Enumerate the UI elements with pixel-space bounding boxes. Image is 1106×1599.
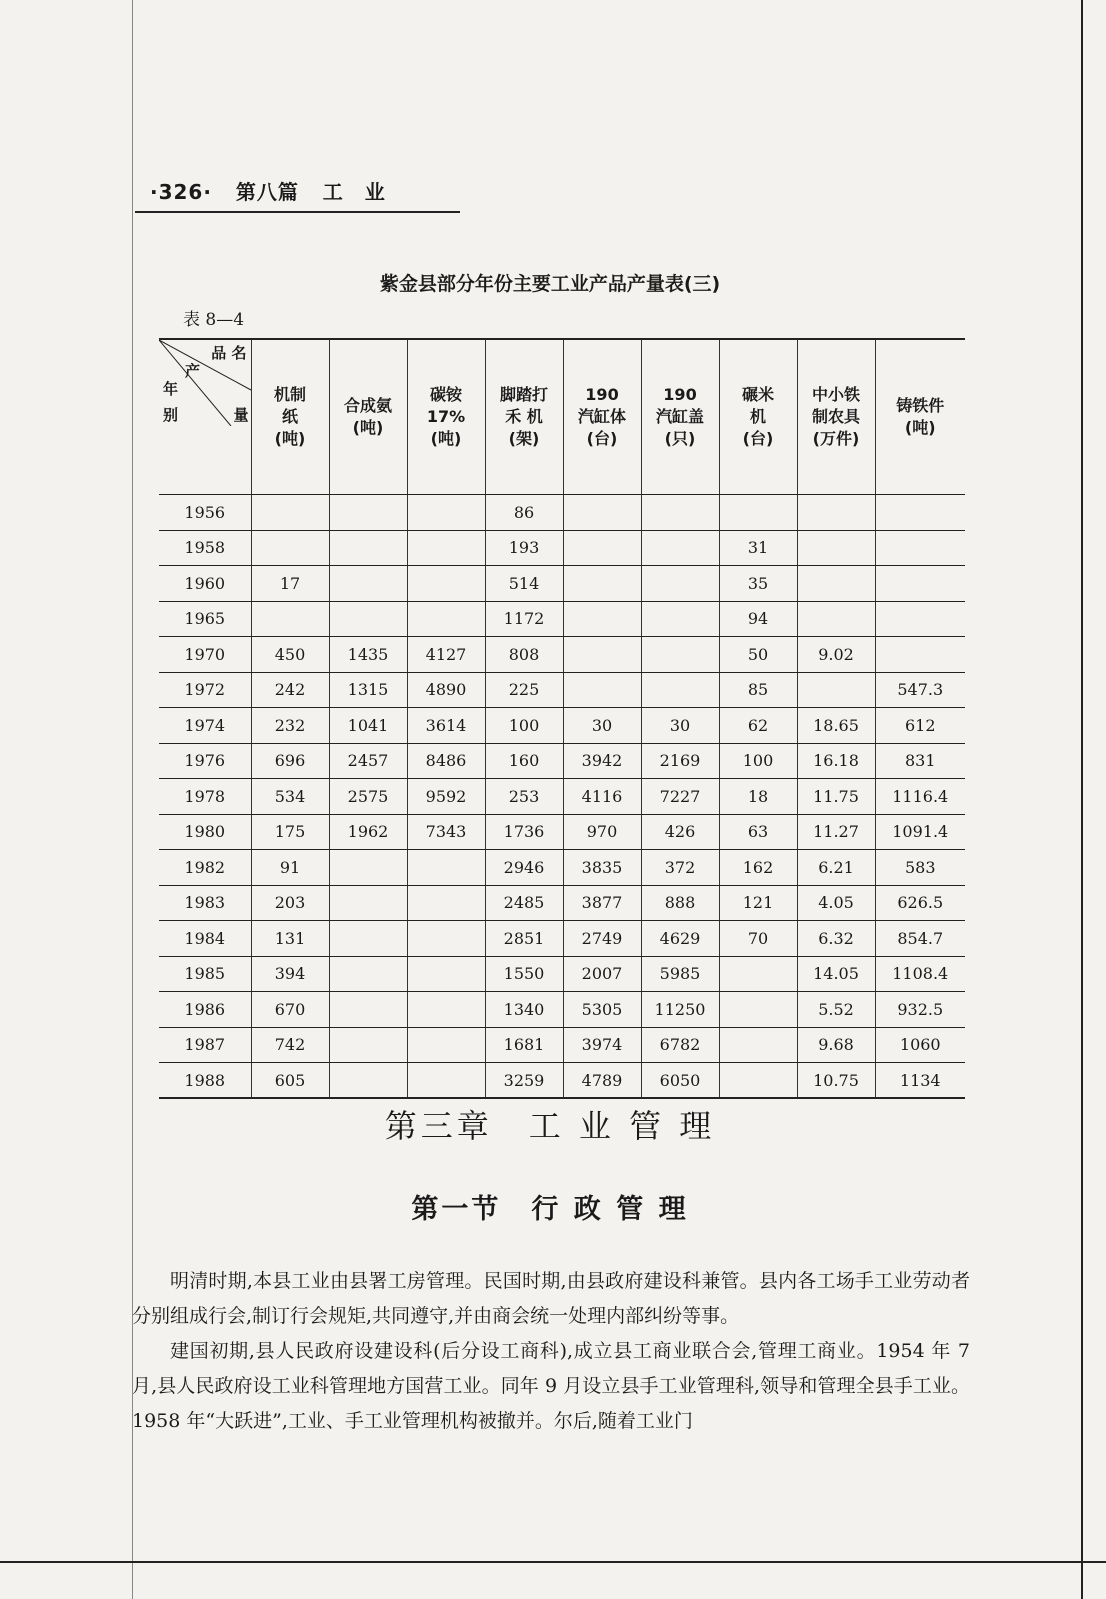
value-cell: 426 (641, 814, 719, 850)
value-cell (407, 850, 485, 886)
table-row (159, 495, 965, 531)
table-row (159, 566, 965, 602)
value-cell (719, 992, 797, 1028)
value-cell: 5305 (563, 992, 641, 1028)
part-subject: 工 业 (322, 180, 386, 204)
value-cell (641, 495, 719, 531)
value-cell: 131 (251, 921, 329, 957)
value-cell: 1091.4 (875, 814, 965, 850)
value-cell (563, 672, 641, 708)
table-header-row (159, 339, 965, 495)
table-row (159, 850, 965, 886)
value-cell (329, 566, 407, 602)
year-cell: 1965 (159, 601, 251, 637)
value-cell: 193 (485, 530, 563, 566)
value-cell: 2946 (485, 850, 563, 886)
table-row (159, 992, 965, 1028)
value-cell: 6.21 (797, 850, 875, 886)
value-cell: 4629 (641, 921, 719, 957)
value-cell: 2007 (563, 956, 641, 992)
value-cell: 3835 (563, 850, 641, 886)
bottom-frame-line (0, 1561, 1106, 1563)
value-cell (407, 566, 485, 602)
value-cell (407, 1063, 485, 1099)
value-cell (407, 992, 485, 1028)
value-cell: 18.65 (797, 708, 875, 744)
header-rule (135, 211, 460, 213)
value-cell (329, 601, 407, 637)
year-cell: 1974 (159, 708, 251, 744)
table-row (159, 1027, 965, 1063)
section-title: 第一节 行 政 管 理 (411, 1194, 689, 1225)
value-cell: 2749 (563, 921, 641, 957)
value-cell: 1060 (875, 1027, 965, 1063)
value-cell: 5985 (641, 956, 719, 992)
value-cell (641, 601, 719, 637)
year-cell: 1984 (159, 921, 251, 957)
table-row (159, 743, 965, 779)
value-cell (641, 566, 719, 602)
value-cell: 3942 (563, 743, 641, 779)
value-cell: 94 (719, 601, 797, 637)
value-cell (251, 601, 329, 637)
value-cell (875, 566, 965, 602)
table-row (159, 885, 965, 921)
value-cell: 1108.4 (875, 956, 965, 992)
value-cell (875, 637, 965, 673)
production-table (159, 338, 965, 1099)
col-header-pedal-thresher: 脚踏打 禾 机 (架) (485, 339, 563, 495)
value-cell: 175 (251, 814, 329, 850)
value-cell (329, 992, 407, 1028)
corner-label-output-top: 产 (185, 362, 201, 380)
table-body (159, 495, 965, 1099)
value-cell: 742 (251, 1027, 329, 1063)
value-cell: 121 (719, 885, 797, 921)
value-cell (329, 1063, 407, 1099)
value-cell: 1550 (485, 956, 563, 992)
running-header (150, 176, 460, 205)
year-cell: 1988 (159, 1063, 251, 1099)
value-cell (407, 956, 485, 992)
value-cell (407, 921, 485, 957)
value-cell: 16.18 (797, 743, 875, 779)
value-cell: 372 (641, 850, 719, 886)
value-cell: 626.5 (875, 885, 965, 921)
value-cell (797, 566, 875, 602)
value-cell: 3974 (563, 1027, 641, 1063)
value-cell (329, 1027, 407, 1063)
year-cell: 1972 (159, 672, 251, 708)
value-cell: 86 (485, 495, 563, 531)
value-cell: 70 (719, 921, 797, 957)
value-cell: 831 (875, 743, 965, 779)
value-cell: 670 (251, 992, 329, 1028)
col-header-rice-mill: 碾米 机 (台) (719, 339, 797, 495)
value-cell: 30 (641, 708, 719, 744)
value-cell: 203 (251, 885, 329, 921)
table-row (159, 956, 965, 992)
value-cell (563, 637, 641, 673)
value-cell: 1172 (485, 601, 563, 637)
value-cell: 888 (641, 885, 719, 921)
value-cell: 1134 (875, 1063, 965, 1099)
table-row (159, 779, 965, 815)
paragraph: 明清时期,本县工业由县署工房管理。民国时期,由县政府建设科兼管。县内各工场手工业劳动者分别组成行会,制订行会规矩,共同遵守,并由商会统一处理内部纠纷等事。 (132, 1270, 970, 1327)
corner-label-year: 年 (163, 380, 179, 398)
value-cell: 160 (485, 743, 563, 779)
value-cell (875, 530, 965, 566)
value-cell: 100 (485, 708, 563, 744)
value-cell: 1315 (329, 672, 407, 708)
value-cell (719, 956, 797, 992)
value-cell: 10.75 (797, 1063, 875, 1099)
table-row (159, 814, 965, 850)
value-cell (407, 495, 485, 531)
right-frame-line (1081, 0, 1083, 1599)
value-cell (875, 601, 965, 637)
value-cell (563, 601, 641, 637)
value-cell: 808 (485, 637, 563, 673)
value-cell: 4116 (563, 779, 641, 815)
value-cell: 514 (485, 566, 563, 602)
body-text (132, 1264, 970, 1439)
value-cell (797, 495, 875, 531)
corner-label-category: 别 (163, 406, 179, 424)
table-row (159, 672, 965, 708)
value-cell (251, 495, 329, 531)
value-cell (251, 530, 329, 566)
value-cell: 1340 (485, 992, 563, 1028)
year-cell: 1958 (159, 530, 251, 566)
table-row (159, 921, 965, 957)
table-row (159, 1063, 965, 1099)
value-cell (329, 495, 407, 531)
value-cell: 612 (875, 708, 965, 744)
value-cell: 3259 (485, 1063, 563, 1099)
value-cell: 2485 (485, 885, 563, 921)
value-cell: 85 (719, 672, 797, 708)
corner-label-product: 品 名 (211, 344, 247, 362)
paragraph: 建国初期,县人民政府设建设科(后分设工商科),成立县工商业联合会,管理工商业。1954 年 7 月,县人民政府设工业科管理地方国营工业。同年 9 月设立县手工业管理科,领导和管理全县手工业。1958 年“大跃进”,工业、手工业管理机构被撤并。尔后,随着工业门 (132, 1340, 970, 1432)
value-cell: 583 (875, 850, 965, 886)
col-header-cylinder-head: 190 汽缸盖 (只) (641, 339, 719, 495)
value-cell: 253 (485, 779, 563, 815)
value-cell (329, 530, 407, 566)
value-cell: 4.05 (797, 885, 875, 921)
part-name: 第八篇 (235, 180, 299, 204)
value-cell: 232 (251, 708, 329, 744)
value-cell (719, 495, 797, 531)
table-row (159, 530, 965, 566)
value-cell (875, 495, 965, 531)
value-cell: 100 (719, 743, 797, 779)
value-cell (563, 530, 641, 566)
value-cell (641, 637, 719, 673)
value-cell: 534 (251, 779, 329, 815)
value-cell: 91 (251, 850, 329, 886)
value-cell: 605 (251, 1063, 329, 1099)
value-cell: 1116.4 (875, 779, 965, 815)
value-cell: 932.5 (875, 992, 965, 1028)
value-cell: 970 (563, 814, 641, 850)
value-cell (329, 850, 407, 886)
value-cell (407, 601, 485, 637)
value-cell: 3614 (407, 708, 485, 744)
value-cell: 2457 (329, 743, 407, 779)
year-cell: 1986 (159, 992, 251, 1028)
value-cell (563, 495, 641, 531)
col-header-ammonia: 合成氨 (吨) (329, 339, 407, 495)
value-cell: 225 (485, 672, 563, 708)
value-cell: 11250 (641, 992, 719, 1028)
value-cell: 6050 (641, 1063, 719, 1099)
value-cell (407, 1027, 485, 1063)
value-cell: 162 (719, 850, 797, 886)
year-cell: 1956 (159, 495, 251, 531)
value-cell: 9.68 (797, 1027, 875, 1063)
value-cell (641, 672, 719, 708)
value-cell: 17 (251, 566, 329, 602)
value-cell (641, 530, 719, 566)
table-row (159, 708, 965, 744)
value-cell: 63 (719, 814, 797, 850)
year-cell: 1978 (159, 779, 251, 815)
value-cell: 9592 (407, 779, 485, 815)
value-cell: 1962 (329, 814, 407, 850)
value-cell (797, 672, 875, 708)
value-cell (719, 1027, 797, 1063)
value-cell: 696 (251, 743, 329, 779)
value-cell: 18 (719, 779, 797, 815)
year-cell: 1983 (159, 885, 251, 921)
value-cell: 4789 (563, 1063, 641, 1099)
value-cell: 1041 (329, 708, 407, 744)
value-cell: 1681 (485, 1027, 563, 1063)
year-cell: 1987 (159, 1027, 251, 1063)
chapter-title: 第三章 工 业 管 理 (384, 1107, 716, 1145)
table-label: 表 8—4 (183, 310, 245, 330)
table-row (159, 601, 965, 637)
year-cell: 1980 (159, 814, 251, 850)
col-header-paper: 机制 纸 (吨) (251, 339, 329, 495)
value-cell: 7343 (407, 814, 485, 850)
value-cell: 394 (251, 956, 329, 992)
value-cell: 450 (251, 637, 329, 673)
corner-label-quantity: 量 (233, 406, 249, 424)
value-cell: 2851 (485, 921, 563, 957)
value-cell: 2169 (641, 743, 719, 779)
value-cell (797, 601, 875, 637)
value-cell: 14.05 (797, 956, 875, 992)
value-cell: 11.75 (797, 779, 875, 815)
value-cell: 6.32 (797, 921, 875, 957)
value-cell: 9.02 (797, 637, 875, 673)
col-header-iron-tools: 中小铁 制农具 (万件) (797, 339, 875, 495)
value-cell: 6782 (641, 1027, 719, 1063)
value-cell: 31 (719, 530, 797, 566)
value-cell: 30 (563, 708, 641, 744)
value-cell: 5.52 (797, 992, 875, 1028)
value-cell (329, 921, 407, 957)
year-cell: 1960 (159, 566, 251, 602)
value-cell: 1435 (329, 637, 407, 673)
value-cell: 854.7 (875, 921, 965, 957)
value-cell (719, 1063, 797, 1099)
value-cell: 547.3 (875, 672, 965, 708)
year-cell: 1985 (159, 956, 251, 992)
value-cell (329, 956, 407, 992)
value-cell: 8486 (407, 743, 485, 779)
table-row (159, 637, 965, 673)
col-header-cylinder-block: 190 汽缸体 (台) (563, 339, 641, 495)
value-cell: 11.27 (797, 814, 875, 850)
value-cell: 4127 (407, 637, 485, 673)
value-cell (797, 530, 875, 566)
value-cell (563, 566, 641, 602)
year-cell: 1982 (159, 850, 251, 886)
value-cell: 4890 (407, 672, 485, 708)
value-cell: 3877 (563, 885, 641, 921)
value-cell: 35 (719, 566, 797, 602)
value-cell: 50 (719, 637, 797, 673)
value-cell (407, 530, 485, 566)
table-title: 紫金县部分年份主要工业产品产量表(三) (379, 273, 721, 295)
value-cell (329, 885, 407, 921)
col-header-iron-castings: 铸铁件 (吨) (875, 339, 965, 495)
value-cell (407, 885, 485, 921)
value-cell: 1736 (485, 814, 563, 850)
corner-header-cell (159, 339, 251, 495)
value-cell: 7227 (641, 779, 719, 815)
value-cell: 2575 (329, 779, 407, 815)
page-number: ·326· (150, 180, 212, 204)
year-cell: 1976 (159, 743, 251, 779)
year-cell: 1970 (159, 637, 251, 673)
col-header-ammonium-bicarbonate: 碳铵 17% (吨) (407, 339, 485, 495)
value-cell: 242 (251, 672, 329, 708)
value-cell: 62 (719, 708, 797, 744)
